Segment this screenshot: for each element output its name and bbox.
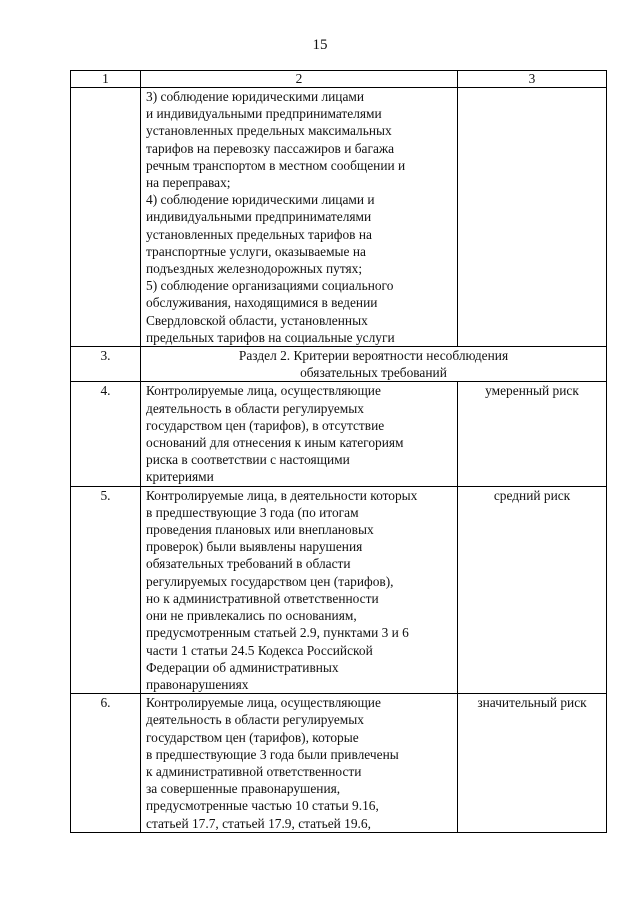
section-heading-line: обязательных требований bbox=[300, 365, 447, 381]
text-line: проведения плановых или внеплановых bbox=[146, 522, 374, 538]
table-row-continuation bbox=[71, 88, 607, 347]
text-line: индивидуальными предпринимателями bbox=[146, 209, 372, 225]
text-line: в предшествующие 3 года были привлечены bbox=[146, 746, 399, 762]
risk-level-cell: значительный риск bbox=[458, 694, 607, 833]
text-line: правонарушениях bbox=[146, 676, 249, 692]
text-line: государством цен (тарифов), которые bbox=[146, 729, 359, 745]
text-line: транспортные услуги, оказываемые на bbox=[146, 243, 366, 259]
text-line: части 1 статьи 24.5 Кодекса Российской bbox=[146, 642, 373, 658]
text-line: 4) соблюдение юридическими лицами и bbox=[146, 192, 375, 208]
text-line: критериями bbox=[146, 469, 214, 485]
text-line: речным транспортом в местном сообщении и bbox=[146, 157, 406, 173]
text-line: регулируемых государством цен (тарифов), bbox=[146, 573, 394, 589]
row-number: 3. bbox=[71, 347, 141, 382]
table-row bbox=[71, 694, 607, 833]
text-line: проверок) были выявлены нарушения bbox=[146, 539, 363, 555]
text-line: 5) соблюдение организациями социального bbox=[146, 278, 394, 294]
text-line: предусмотренные частью 10 статьи 9.16, bbox=[146, 798, 379, 814]
text-line: но к административной ответственности bbox=[146, 590, 379, 606]
page-number: 15 bbox=[312, 37, 328, 53]
text-line: обязательных требований в области bbox=[146, 556, 351, 572]
table-row-section bbox=[71, 347, 607, 382]
text-line: государством цен (тарифов), в отсутствие bbox=[146, 417, 385, 433]
text-line: установленных предельных максимальных bbox=[146, 123, 392, 139]
text-line: риска в соответствии с настоящими bbox=[146, 452, 350, 468]
text-line: в предшествующие 3 года (по итогам bbox=[146, 504, 359, 520]
risk-level-cell: средний риск bbox=[458, 486, 607, 693]
text-line: Контролируемые лица, в деятельности которых bbox=[146, 487, 418, 503]
section-heading bbox=[141, 347, 607, 382]
criteria-text-cell bbox=[141, 694, 458, 833]
risk-level-cell: умеренный риск bbox=[458, 382, 607, 486]
text-line: деятельность в области регулируемых bbox=[146, 400, 364, 416]
criteria-text-cell bbox=[141, 88, 458, 347]
risk-cell bbox=[458, 88, 607, 347]
text-line: предусмотренным статьей 2.9, пунктами 3 и 6 bbox=[146, 625, 409, 641]
row-number-cell bbox=[71, 88, 141, 347]
text-line: оснований для отнесения к иным категориям bbox=[146, 435, 404, 451]
text-line: к административной ответственности bbox=[146, 763, 362, 779]
text-line: они не привлекались по основаниям, bbox=[146, 608, 357, 624]
column-header-3: 3 bbox=[458, 71, 607, 88]
row-number: 6. bbox=[71, 694, 141, 833]
text-line: деятельность в области регулируемых bbox=[146, 712, 364, 728]
column-header-2: 2 bbox=[141, 71, 458, 88]
table-header-row bbox=[71, 71, 607, 88]
text-line: Контролируемые лица, осуществляющие bbox=[146, 695, 381, 711]
text-line: за совершенные правонарушения, bbox=[146, 781, 341, 797]
text-line: Свердловской области, установленных bbox=[146, 312, 368, 328]
text-line: на переправах; bbox=[146, 175, 231, 191]
row-number: 4. bbox=[71, 382, 141, 486]
criteria-table bbox=[70, 70, 607, 833]
column-header-1: 1 bbox=[71, 71, 141, 88]
criteria-text-cell bbox=[141, 486, 458, 693]
text-line: статьей 17.7, статьей 17.9, статьей 19.6, bbox=[146, 815, 371, 831]
text-line: и индивидуальными предпринимателями bbox=[146, 106, 382, 122]
table-row bbox=[71, 382, 607, 486]
text-line: Контролируемые лица, осуществляющие bbox=[146, 383, 381, 399]
row-number: 5. bbox=[71, 486, 141, 693]
criteria-text-cell bbox=[141, 382, 458, 486]
text-line: 3) соблюдение юридическими лицами bbox=[146, 89, 365, 104]
text-line: обслуживания, находящимися в ведении bbox=[146, 295, 378, 311]
text-line: установленных предельных тарифов на bbox=[146, 226, 372, 242]
text-line: предельных тарифов на социальные услуги bbox=[146, 329, 395, 345]
section-heading-line: Раздел 2. Критерии вероятности несоблюдения bbox=[238, 348, 509, 364]
text-line: подъездных железнодорожных путях; bbox=[146, 261, 363, 277]
text-line: тарифов на перевозку пассажиров и багажа bbox=[146, 140, 395, 156]
table-row bbox=[71, 486, 607, 693]
text-line: Федерации об административных bbox=[146, 659, 339, 675]
